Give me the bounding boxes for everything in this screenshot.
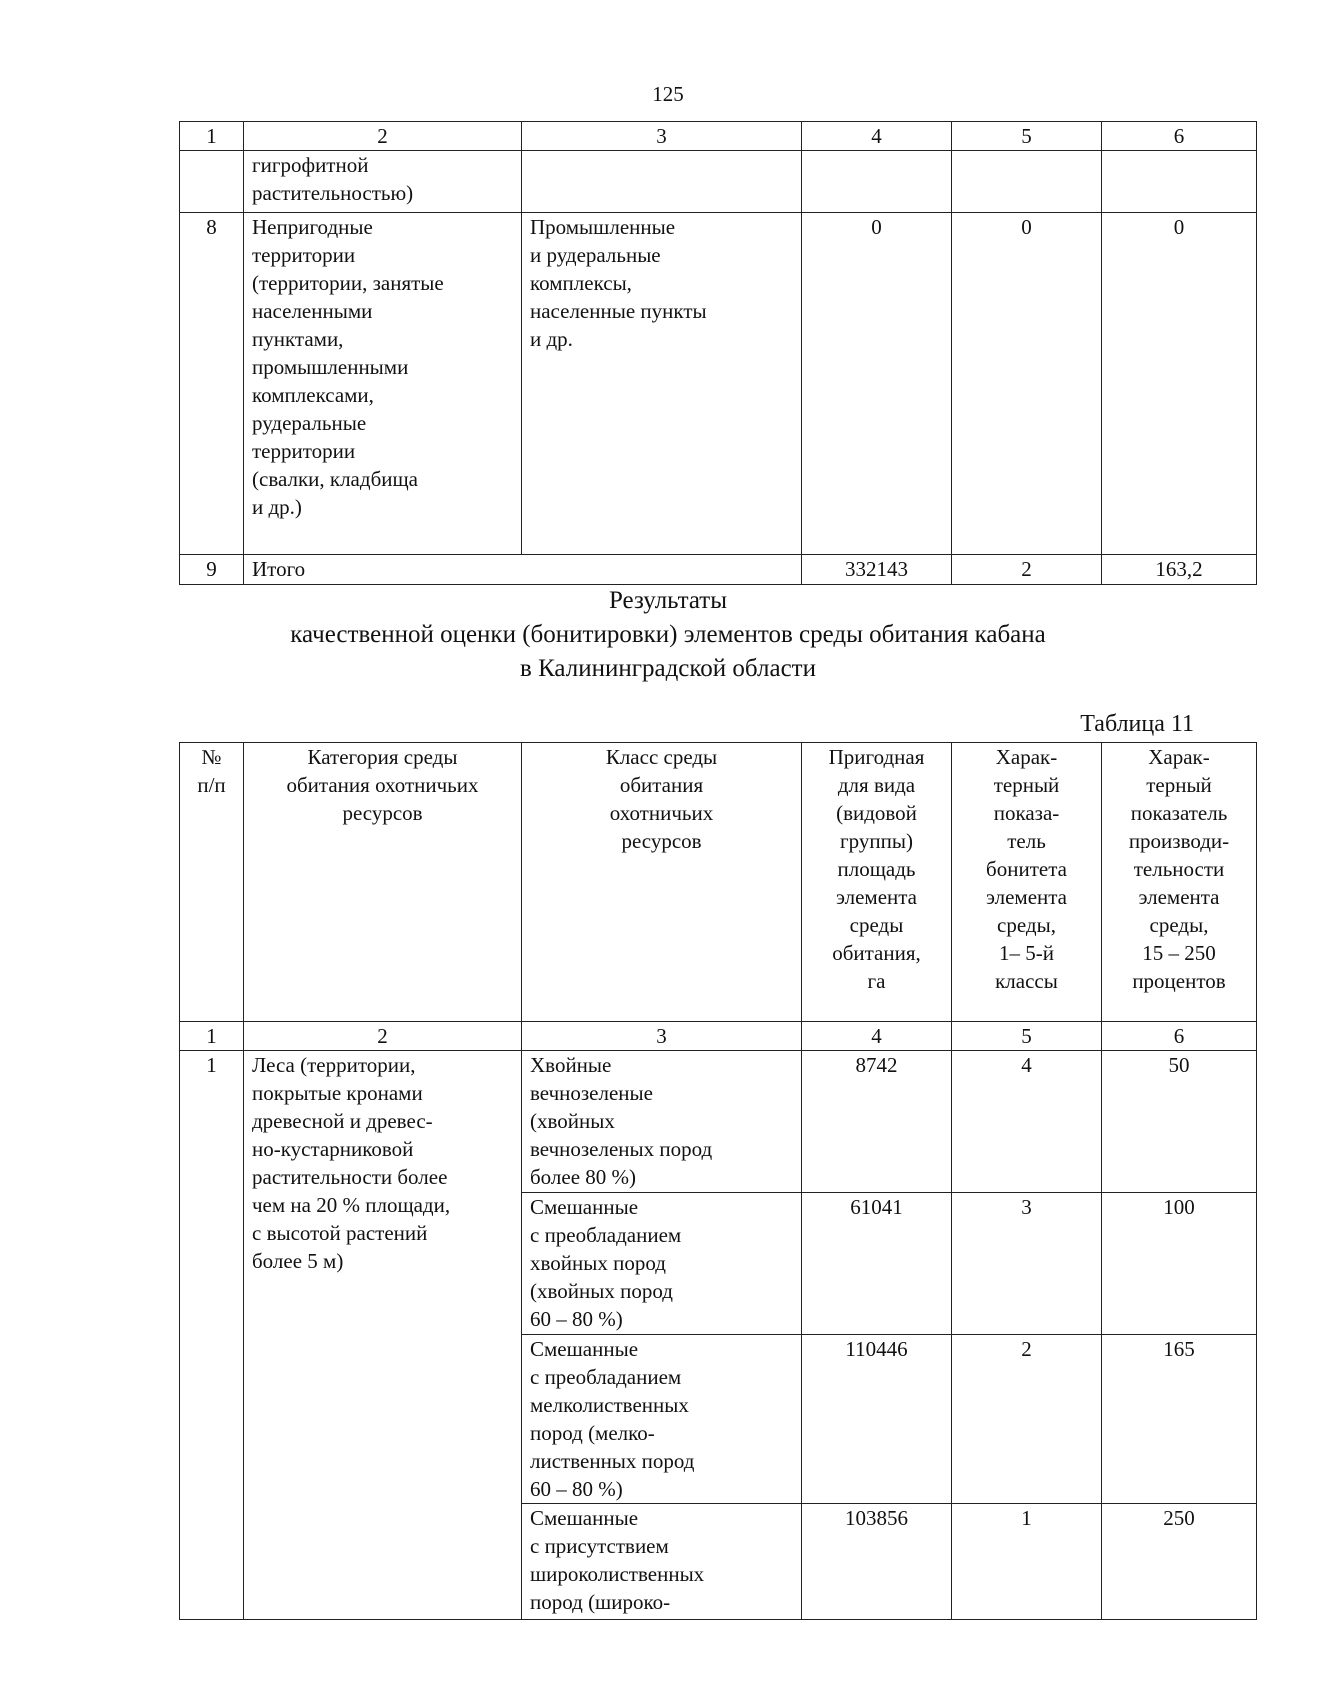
total-row — [180, 555, 1257, 585]
header-cell: Харак- терный показа- тель бонитета элемента среды, 1– 5-й классы — [952, 743, 1102, 1022]
header-cell: Харак- терный показатель производи- тельности элемента среды, 15 – 250 процентов — [1102, 743, 1257, 1022]
section-heading — [0, 584, 1336, 686]
header-cell: Категория среды обитания охотничьих ресурсов — [244, 743, 522, 1022]
class-cell: Промышленные и рудеральные комплексы, населенные пункты и др. — [522, 213, 802, 555]
col-number: 5 — [952, 1022, 1102, 1051]
row-number — [180, 151, 244, 213]
area-cell: 110446 — [802, 1335, 952, 1504]
header-number-row — [180, 1022, 1257, 1051]
category-cell: Непригодные территории (территории, занятые населенными пунктами, промышленными комплексами, рудеральные территории (свалки, кладбища и др.) — [244, 213, 522, 555]
col-number: 2 — [244, 1022, 522, 1051]
total-productivity: 163,2 — [1102, 555, 1257, 585]
total-label: Итого — [244, 555, 802, 585]
col-number: 3 — [522, 122, 802, 151]
heading-line-2: качественной оценки (бонитировки) элементов среды обитания кабана — [290, 621, 1046, 648]
area-cell — [802, 151, 952, 213]
row-number: 1 — [180, 1051, 244, 1620]
table-row — [180, 1051, 1257, 1193]
table-caption: Таблица 11 — [1080, 711, 1194, 737]
productivity-cell — [1102, 151, 1257, 213]
class-cell: Хвойные вечнозеленые (хвойных вечнозеленых пород более 80 %) — [522, 1051, 802, 1193]
bonitet-cell: 4 — [952, 1051, 1102, 1193]
class-cell: Смешанные с преобладанием хвойных пород (хвойных пород 60 – 80 %) — [522, 1193, 802, 1335]
row-number: 8 — [180, 213, 244, 555]
col-number: 6 — [1102, 1022, 1257, 1051]
total-area: 332143 — [802, 555, 952, 585]
productivity-cell: 250 — [1102, 1504, 1257, 1620]
productivity-cell: 165 — [1102, 1335, 1257, 1504]
bonitet-cell: 0 — [952, 213, 1102, 555]
area-cell: 61041 — [802, 1193, 952, 1335]
header-cell: Пригодная для вида (видовой группы) площадь элемента среды обитания, га — [802, 743, 952, 1022]
class-cell: Смешанные с преобладанием мелколиственных пород (мелко- лиственных пород 60 – 80 %) — [522, 1335, 802, 1504]
row-number: 9 — [180, 555, 244, 585]
header-row — [180, 743, 1257, 1022]
table-11 — [179, 742, 1257, 1620]
col-number: 4 — [802, 122, 952, 151]
header-cell: Класс среды обитания охотничьих ресурсов — [522, 743, 802, 1022]
col-number: 1 — [180, 122, 244, 151]
area-cell: 0 — [802, 213, 952, 555]
class-cell — [522, 151, 802, 213]
bonitet-cell: 3 — [952, 1193, 1102, 1335]
page-number: 125 — [652, 82, 684, 106]
heading-line-1: Результаты — [608, 587, 728, 614]
bonitet-cell: 1 — [952, 1504, 1102, 1620]
total-bonitet: 2 — [952, 555, 1102, 585]
productivity-cell: 0 — [1102, 213, 1257, 555]
col-number: 2 — [244, 122, 522, 151]
productivity-cell: 50 — [1102, 1051, 1257, 1193]
col-number: 4 — [802, 1022, 952, 1051]
header-cell: № п/п — [180, 743, 244, 1022]
table-row — [180, 151, 1257, 213]
col-number: 3 — [522, 1022, 802, 1051]
col-number: 5 — [952, 122, 1102, 151]
header-number-row — [180, 122, 1257, 151]
heading-line-3: в Калининградской области — [520, 655, 816, 682]
bonitet-cell — [952, 151, 1102, 213]
col-number: 1 — [180, 1022, 244, 1051]
bonitet-cell: 2 — [952, 1335, 1102, 1504]
category-cell: гигрофитной растительностью) — [244, 151, 522, 213]
continued-table — [179, 121, 1257, 585]
productivity-cell: 100 — [1102, 1193, 1257, 1335]
table-row — [180, 213, 1257, 555]
area-cell: 103856 — [802, 1504, 952, 1620]
area-cell: 8742 — [802, 1051, 952, 1193]
col-number: 6 — [1102, 122, 1257, 151]
category-cell: Леса (территории, покрытые кронами древесной и древес- но-кустарниковой растительности более чем на 20 % площади, с высотой растений более 5 м) — [244, 1051, 522, 1620]
class-cell: Смешанные с присутствием широколиственных пород (широко- — [522, 1504, 802, 1620]
